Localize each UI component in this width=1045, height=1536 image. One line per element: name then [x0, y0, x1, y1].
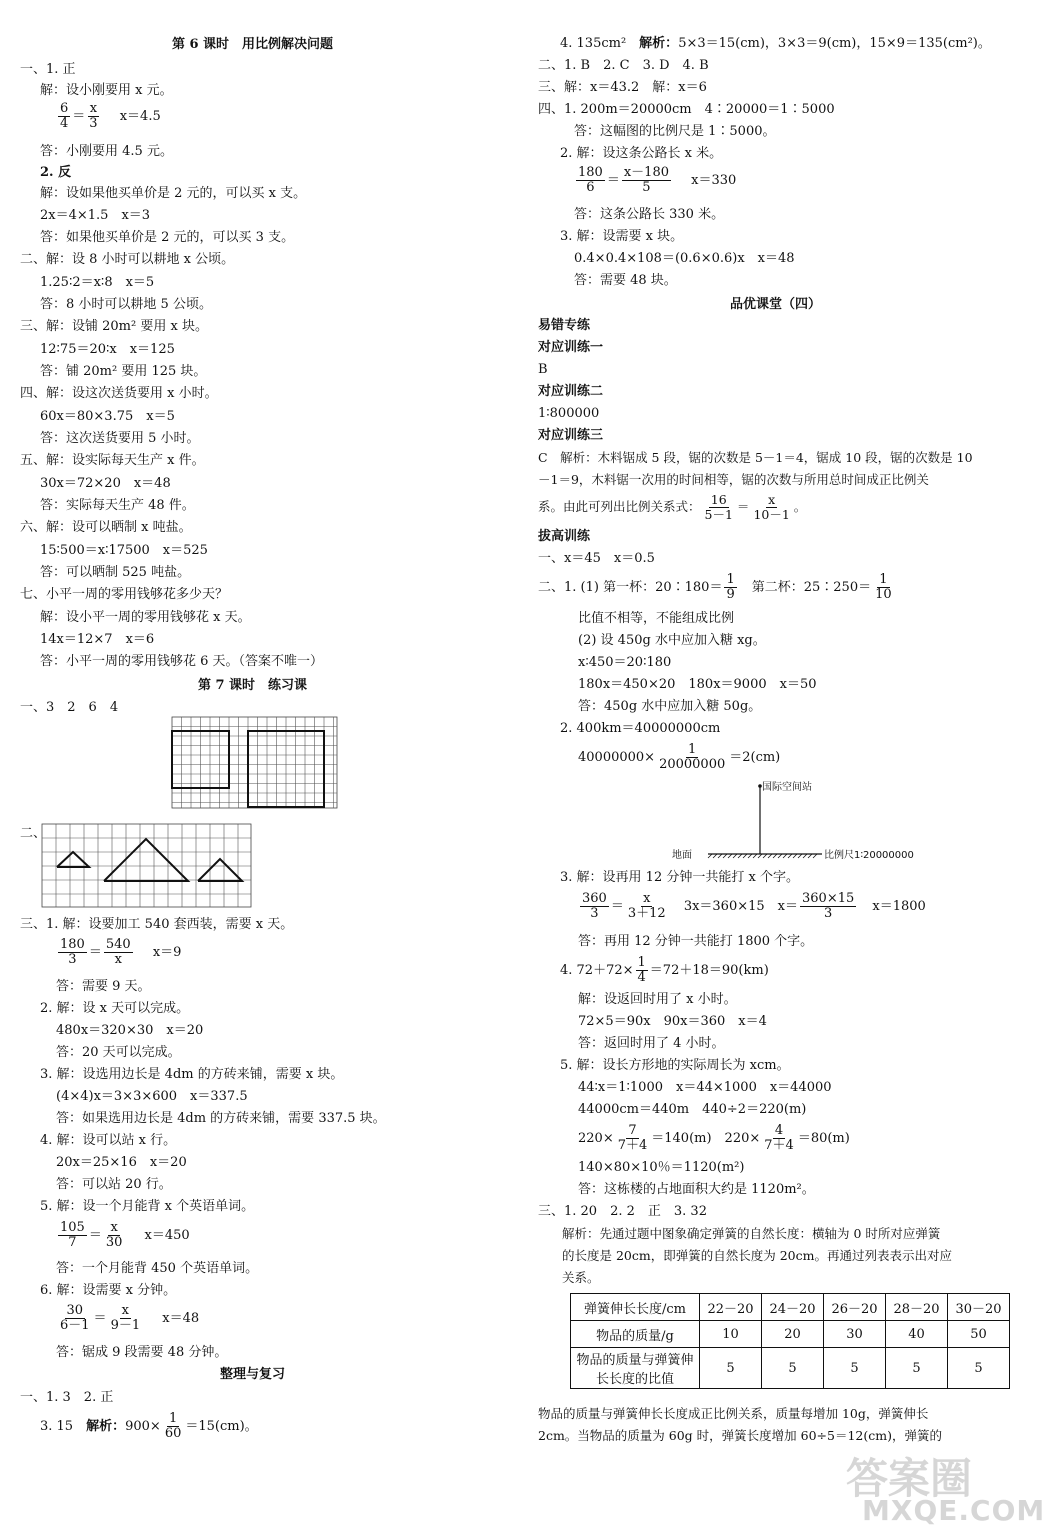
table-cell: 30 [824, 1321, 886, 1348]
b3: 三、1. 20 2. 2 正 3. 32 [538, 1204, 707, 1219]
table-cell: 28－20 [886, 1294, 948, 1321]
lesson7-q3-4: 4. 解：设可以站 x 行。 [40, 1133, 177, 1148]
b2-3-answer: 答：再用 12 分钟一共能打 1800 个字。 [578, 934, 814, 949]
b3-after-2: 2cm。当物品的质量为 60g 时，弹簧长度增加 60÷5＝12(cm)，弹簧的 [538, 1428, 942, 1443]
table-cell: 5 [700, 1348, 762, 1389]
table-cell: 5 [886, 1348, 948, 1389]
q7-eq: 14x＝12×7 x＝6 [40, 632, 155, 647]
lesson7-q3-3-eq: (4×4)x＝3×3×600 x＝337.5 [56, 1089, 248, 1104]
lesson7-q1: 一、3 2 6 4 [20, 700, 119, 715]
q6-answer: 答：可以晒制 525 吨盐。 [40, 565, 191, 580]
table-row [571, 1348, 1010, 1389]
lesson7-q3-2: 2. 解：设 x 天可以完成。 [40, 1001, 190, 1016]
q3: 三、解：设铺 20m² 要用 x 块。 [20, 319, 208, 334]
b2-5-eq2: 44000cm＝440m 440÷2＝220(m) [578, 1102, 807, 1117]
scale-label: 比例尺1∶20000000 [824, 850, 914, 861]
b2-3: 3. 解：设再用 12 分钟一共能打 x 个字。 [560, 870, 799, 885]
lesson7-title: 第 7 课时 练习课 [197, 678, 308, 693]
r-q4-3-answer: 答：需要 48 块。 [574, 273, 677, 288]
b2-1-2-eq1: x∶450＝20∶180 [578, 655, 672, 670]
q4: 四、解：设这次送货要用 x 小时。 [20, 386, 218, 401]
table-cell: 50 [948, 1321, 1010, 1348]
b2-1-2-eq2: 180x＝450×20 180x＝9000 x＝50 [578, 677, 817, 692]
pinyou-title: 品优课堂（四） [730, 297, 822, 312]
q1-2: 2. 反 [40, 165, 72, 180]
yicuo-heading: 易错专练 [538, 318, 591, 333]
q5-answer: 答：实际每天生产 48 件。 [40, 498, 195, 513]
table-cell: 弹簧伸长长度/cm [571, 1294, 700, 1321]
b2-3-eq: $\frac{360}{3}$ ＝ $\frac{x}{3+12}$ 3x＝360×15 x＝ $\frac{360\times 15}{3}$ x＝1800 [582, 891, 926, 921]
table-cell: 物品的质量与弹簧伸长长度的比值 [571, 1348, 700, 1389]
q7-solve: 解：设小平一周的零用钱够花 x 天。 [40, 610, 251, 625]
q2: 二、解：设 8 小时可以耕地 x 公顷。 [20, 252, 235, 267]
lesson7-q3-1-answer: 答：需要 9 天。 [56, 979, 151, 994]
lesson7-q3-4-answer: 答：可以站 20 行。 [56, 1177, 172, 1192]
b3-jiexi-1: 解析：先通过题中图象确定弹簧的自然长度：横轴为 0 时所对应弹簧 [562, 1226, 941, 1241]
table-cell: 5 [948, 1348, 1010, 1389]
q6: 六、解：设可以晒制 x 吨盐。 [20, 520, 192, 535]
b2-1: 二、1. (1) 第一杯：20∶180＝ $\frac{1}{9}$ 第二杯：25∶250＝ $\frac{1}{10}$ [538, 572, 892, 602]
r-q4-3-eq: 0.4×0.4×108＝(0.6×0.6)x x＝48 [574, 251, 795, 266]
lesson7-q3-5-eq: $\frac{105}{7}$ ＝ $\frac{x}{30}$ x＝450 [60, 1220, 190, 1250]
lesson7-q2: 二、 [20, 826, 47, 841]
r-q3: 三、解：x＝43.2 解：x＝6 [538, 80, 707, 95]
table-cell: 物品的质量/g [571, 1321, 700, 1348]
r-q4-2-answer: 答：这条公路长 330 米。 [574, 207, 725, 222]
q1-2-answer: 答：如果他买单价是 2 元的，可以买 3 支。 [40, 230, 295, 245]
table-cell: 5 [824, 1348, 886, 1389]
r-q4-1-answer: 答：这幅图的比例尺是 1∶5000。 [574, 124, 776, 139]
b2-2: 2. 400km＝40000000cm [560, 721, 721, 736]
r-q4-1: 四、1. 200m＝20000cm 4∶20000＝1∶5000 [538, 102, 835, 117]
station-label: 国际空间站 [762, 782, 812, 793]
lesson7-q3-5: 5. 解：设一个月能背 x 个英语单词。 [40, 1199, 255, 1214]
lesson7-q3-6: 6. 解：设需要 x 分钟。 [40, 1283, 177, 1298]
b2-5: 5. 解：设长方形地的实际周长为 xcm。 [560, 1058, 790, 1073]
t1-answer: B [538, 362, 548, 377]
t1-heading: 对应训练一 [538, 340, 604, 355]
b2-1-2-answer: 答：450g 水中应加入糖 50g。 [578, 699, 762, 714]
r-q2: 二、1. B 2. C 3. D 4. B [538, 58, 709, 73]
table-cell: 22－20 [700, 1294, 762, 1321]
table-cell: 10 [700, 1321, 762, 1348]
lesson7-q3-5-answer: 答：一个月能背 450 个英语单词。 [56, 1261, 259, 1276]
q1-1-answer: 答：小刚要用 4.5 元。 [40, 144, 173, 159]
b3-jiexi-2: 的长度是 20cm，即弹簧的自然长度为 20cm。再通过列表表示出对应 [562, 1248, 952, 1263]
lesson7-q3-3-answer: 答：如果选用边长是 4dm 的方砖来铺，需要 337.5 块。 [56, 1111, 386, 1126]
b3-after-1: 物品的质量与弹簧伸长长度成正比例关系，质量每增加 10g，弹簧伸长 [538, 1406, 929, 1421]
b2-2-eq: 40000000× $\frac{1}{20000000}$ ＝2(cm) [578, 742, 781, 772]
t2-answer: 1∶800000 [538, 406, 600, 421]
table-cell: 26－20 [824, 1294, 886, 1321]
q3-answer: 答：铺 20m² 要用 125 块。 [40, 364, 207, 379]
q4-answer: 答：这次送货要用 5 小时。 [40, 431, 200, 446]
b2-4: 4. 72＋72× $\frac{1}{4}$ ＝72＋18＝90(km) [560, 955, 769, 985]
spring-table [570, 1293, 1010, 1389]
b2-5-eq1: 44∶x＝1∶1000 x＝44×1000 x＝44000 [578, 1080, 832, 1095]
r-q4-3: 3. 解：设需要 x 块。 [560, 229, 684, 244]
q1-1-solve: 解：设小刚要用 x 元。 [40, 83, 173, 98]
watermark-logo: 答案圈 [846, 1454, 973, 1503]
grid-figure-squares [172, 717, 338, 809]
q7-answer: 答：小平一周的零用钱够花 6 天。（答案不唯一） [40, 654, 324, 669]
q5: 五、解：设实际每天生产 x 件。 [20, 453, 205, 468]
b1: 一、x＝45 x＝0.5 [538, 551, 655, 566]
q2-answer: 答：8 小时可以耕地 5 公顷。 [40, 297, 212, 312]
lesson7-q3-2-eq: 480x＝320×30 x＝20 [56, 1023, 204, 1038]
t3-heading: 对应训练三 [538, 428, 604, 443]
table-cell: 20 [762, 1321, 824, 1348]
lesson7-q3-4-eq: 20x＝25×16 x＝20 [56, 1155, 187, 1170]
watermark-url: MXQE.COM [862, 1494, 1045, 1527]
q1-1: 一、1. 正 [20, 62, 76, 77]
b2-1-note: 比值不相等，不能组成比例 [578, 611, 735, 626]
lesson7-q3-2-answer: 答：20 天可以完成。 [56, 1045, 181, 1060]
t3-line2: －1＝9，木料锯一次用的时间相等，锯的次数与所用总时间成正比例关 [538, 472, 929, 487]
table-cell: 24－20 [762, 1294, 824, 1321]
t3-line3: 系。由此可列出比例关系式： $\frac{16}{5-1}$ ＝ $\frac{x}{10-1}$ 。 [538, 492, 807, 522]
q7: 七、小平一周的零用钱够花多少天？ [20, 587, 229, 602]
q2-eq: 1.25∶2＝x∶8 x＝5 [40, 275, 155, 290]
table-row [571, 1294, 1010, 1321]
b2-4-answer: 答：返回时用了 4 小时。 [578, 1036, 725, 1051]
q5-eq: 30x＝72×20 x＝48 [40, 476, 171, 491]
q1-1-equation: $\frac{6}{4}$ ＝ $\frac{x}{3}$ x＝4.5 [60, 101, 161, 131]
b2-5-answer: 答：这栋楼的占地面积大约是 1120m²。 [578, 1182, 815, 1197]
review-title: 整理与复习 [219, 1367, 285, 1382]
review-q1: 一、1. 3 2. 正 [20, 1390, 114, 1405]
table-cell: 30－20 [948, 1294, 1010, 1321]
b3-jiexi-3: 关系。 [562, 1270, 600, 1285]
r4: 4. 135cm² 解析：5×3＝15(cm)，3×3＝9(cm)，15×9＝135(cm²)。 [560, 36, 991, 51]
table-cell: 40 [886, 1321, 948, 1348]
table-cell: 5 [762, 1348, 824, 1389]
t2-heading: 对应训练二 [538, 384, 604, 399]
q4-eq: 60x＝80×3.75 x＝5 [40, 409, 175, 424]
lesson7-q3-1: 三、1. 解：设要加工 540 套西装，需要 x 天。 [20, 917, 294, 932]
q1-2-solve: 解：设如果他买单价是 2 元的，可以买 x 支。 [40, 186, 307, 201]
b2-5-eq3: 140×80×10％＝1120(m²) [578, 1160, 745, 1175]
b2-4-eq: 72×5＝90x 90x＝360 x＝4 [578, 1014, 767, 1029]
q6-eq: 15∶500＝x∶17500 x＝525 [40, 543, 208, 558]
lesson7-q3-1-eq: $\frac{180}{3}$ ＝ $\frac{540}{x}$ x＝9 [60, 937, 182, 967]
lesson7-q3-3: 3. 解：设选用边长是 4dm 的方砖来铺，需要 x 块。 [40, 1067, 344, 1082]
q1-2-eq: 2x＝4×1.5 x＝3 [40, 208, 151, 223]
q3-eq: 12∶75＝20∶x x＝125 [40, 342, 175, 357]
review-q3: 3. 15 解析：900× $\frac{1}{60}$ ＝15(cm)。 [40, 1411, 258, 1441]
bagao-heading: 拔高训练 [538, 529, 591, 544]
b2-4-solve: 解：设返回时用了 x 小时。 [578, 992, 737, 1007]
grid-figure-triangles [42, 824, 252, 908]
b2-5-eq-ratio: 220× $\frac{7}{7+4}$ ＝140(m) 220× $\frac{4}{7+4}$ ＝80(m) [578, 1123, 850, 1153]
lesson6-title: 第 6 课时 用比例解决问题 [171, 37, 334, 52]
r-q4-2: 2. 解：设这条公路长 x 米。 [560, 146, 723, 161]
t3-line1: C 解析：木料锯成 5 段，锯的次数是 5－1＝4，锯成 10 段，锯的次数是 10 [538, 450, 973, 465]
r-q4-2-eq: $\frac{180}{6}$ ＝ $\frac{x-180}{5}$ x＝330 [578, 165, 737, 195]
ground-label: 地面 [672, 850, 692, 861]
b2-1-2: (2) 设 450g 水中应加入糖 xg。 [578, 633, 766, 648]
table-row [571, 1321, 1010, 1348]
lesson7-q3-6-answer: 答：锯成 9 段需要 48 分钟。 [56, 1345, 228, 1360]
lesson7-q3-6-eq: $\frac{30}{6-1}$ ＝ $\frac{x}{9-1}$ x＝48 [60, 1303, 200, 1333]
